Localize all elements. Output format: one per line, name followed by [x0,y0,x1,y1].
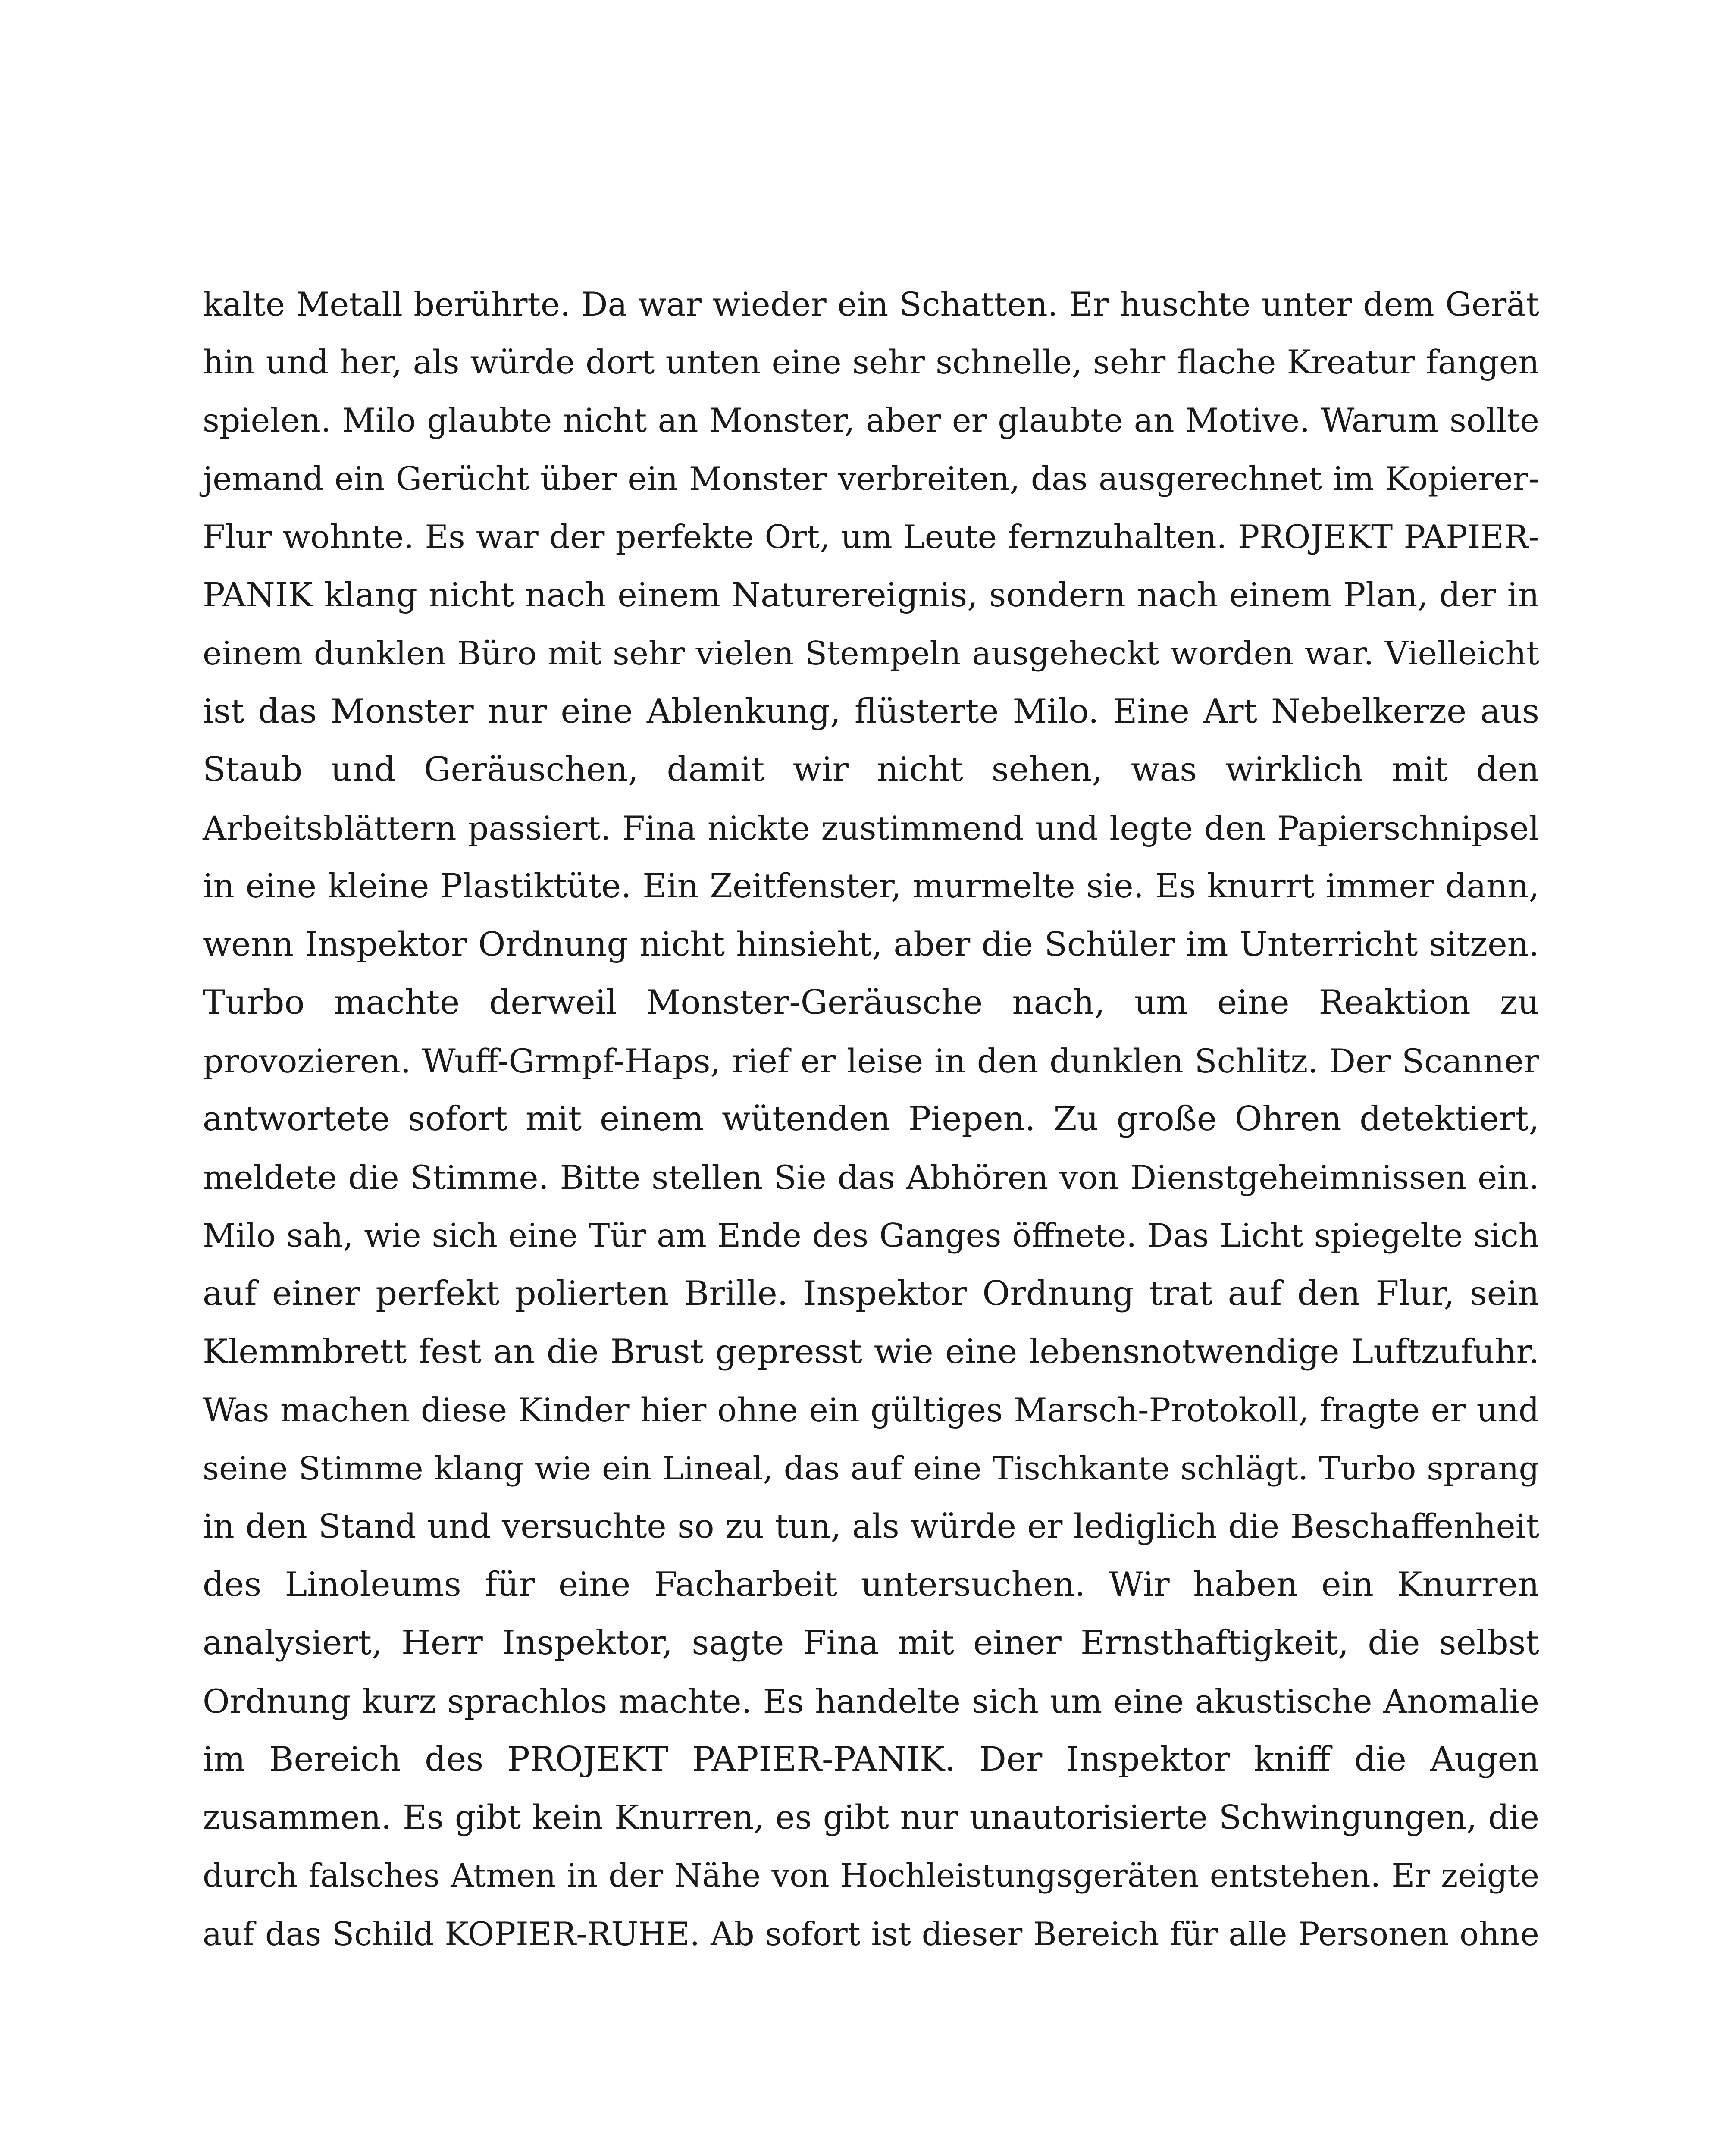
text-line: provozieren. Wuff-Grmpf-Haps, rief er leise in den dunklen Schlitz. Der Scanner [203,1042,1539,1080]
text-line: spielen. Milo glaubte nicht an Monster, aber er glaubte an Motive. Warum sollte [203,401,1539,439]
text-line: zusammen. Es gibt kein Knurren, es gibt nur unautorisierte Schwingungen, die [203,1799,1539,1837]
text-line: in den Stand und versuchte so zu tun, als würde er lediglich die Beschaffenheit [203,1507,1539,1546]
text-line: kalte Metall berührte. Da war wieder ein Schatten. Er huschte unter dem Gerät [203,285,1539,323]
text-line: im Bereich des PROJEKT PAPIER-PANIK. Der Inspektor kniff die Augen [203,1740,1539,1779]
text-line: analysiert, Herr Inspektor, sagte Fina mit einer Ernsthaftigkeit, die selbst [203,1623,1539,1662]
text-line: PANIK klang nicht nach einem Naturereignis, sondern nach einem Plan, der in [203,576,1539,614]
text-line: durch falsches Atmen in der Nähe von Hochleistungsgeräten entstehen. Er zeigte [203,1857,1539,1894]
text-line: einem dunklen Büro mit sehr vielen Stempeln ausgeheckt worden war. Vielleicht [203,634,1539,672]
text-line: des Linoleums für eine Facharbeit untersuchen. Wir haben ein Knurren [203,1565,1539,1604]
text-line: seine Stimme klang wie ein Lineal, das auf eine Tischkante schlägt. Turbo sprang [203,1450,1539,1487]
text-line: in eine kleine Plastiktüte. Ein Zeitfenster, murmelte sie. Es knurrt immer dann, [203,867,1539,906]
text-line: Arbeitsblättern passiert. Fina nickte zustimmend und legte den Papierschnipsel [203,809,1539,847]
text-line: Flur wohnte. Es war der perfekte Ort, um Leute fernzuhalten. PROJEKT PAPIER- [203,518,1539,556]
text-line: Was machen diese Kinder hier ohne ein gültiges Marsch-Protokoll, fragte er und [203,1391,1539,1429]
text-line: antwortete sofort mit einem wütenden Piepen. Zu große Ohren detektiert, [203,1100,1539,1138]
text-line: Klemmbrett fest an die Brust gepresst wie eine lebensnotwendige Luftzufuhr. [203,1332,1539,1371]
text-line: Ordnung kurz sprachlos machte. Es handelte sich um eine akustische Anomalie [203,1682,1539,1720]
text-line: auf einer perfekt polierten Brille. Inspektor Ordnung trat auf den Flur, sein [203,1274,1539,1313]
text-line: ist das Monster nur eine Ablenkung, flüsterte Milo. Eine Art Nebelkerze aus [203,692,1539,731]
text-line: Staub und Geräuschen, damit wir nicht sehen, was wirklich mit den [203,750,1539,789]
text-line: wenn Inspektor Ordnung nicht hinsieht, aber die Schüler im Unterricht sitzen. [203,925,1539,964]
text-line: meldete die Stimme. Bitte stellen Sie das Abhören von Dienstgeheimnissen ein. [203,1158,1539,1197]
text-line: hin und her, als würde dort unten eine sehr schnelle, sehr flache Kreatur fangen [203,343,1539,381]
text-line: Turbo machte derweil Monster-Geräusche nach, um eine Reaktion zu [203,983,1539,1022]
text-line: jemand ein Gerücht über ein Monster verbreiten, das ausgerechnet im Kopierer- [203,460,1539,498]
body-text [203,275,1539,1963]
text-line: auf das Schild KOPIER-RUHE. Ab sofort ist dieser Bereich für alle Personen ohne [203,1915,1539,1953]
text-line: Milo sah, wie sich eine Tür am Ende des Ganges öffnete. Das Licht spiegelte sich [203,1217,1539,1254]
